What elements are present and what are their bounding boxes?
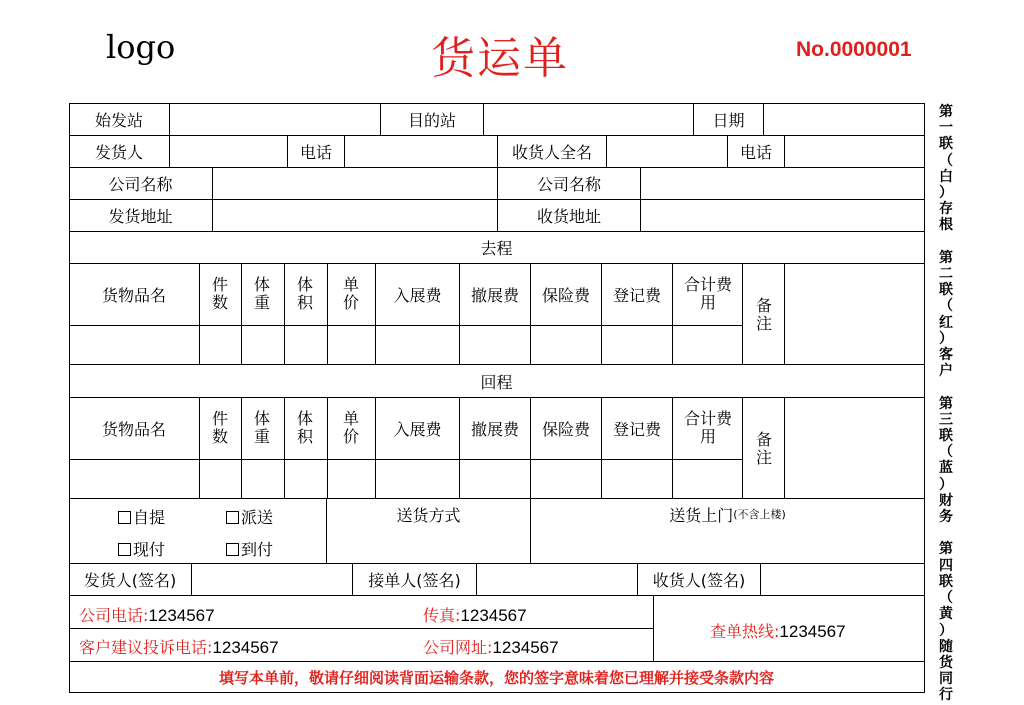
- company-website-value: 1234567: [492, 638, 559, 657]
- side-glyph: （: [939, 152, 953, 169]
- outbound-col-price: 单价: [342, 275, 359, 312]
- side-glyph: 四: [939, 557, 953, 574]
- return-col-volume: 体积: [296, 409, 313, 446]
- label-ship-address: 发货地址: [108, 207, 173, 226]
- return-col-removal: 撤展费: [470, 420, 519, 439]
- ship-address-field[interactable]: [213, 200, 497, 231]
- grid-line: [742, 397, 743, 498]
- label-door-delivery: [531, 503, 924, 525]
- return-col-total: 合计费用: [684, 409, 733, 446]
- grid-line: [69, 595, 924, 596]
- outbound-title: 去程: [480, 239, 513, 258]
- grid-line: [784, 397, 785, 498]
- return-data-row[interactable]: [69, 460, 742, 498]
- option-dispatch[interactable]: [226, 505, 273, 528]
- side-glyph: ）: [939, 330, 953, 347]
- side-glyph: 财: [939, 492, 953, 509]
- label-shipper-sign: 发货人(签名): [83, 571, 177, 590]
- copy-distribution-note: [932, 104, 960, 704]
- side-glyph: 行: [939, 687, 953, 704]
- outbound-col-removal: 撤展费: [470, 286, 519, 305]
- side-glyph: [932, 234, 960, 250]
- option-self-pickup[interactable]: [118, 505, 165, 528]
- grid-line: [784, 263, 785, 364]
- return-col-weight: 体重: [253, 409, 270, 446]
- side-glyph: [932, 379, 960, 395]
- label-phone-2: 电话: [739, 143, 772, 162]
- logo: logo: [106, 28, 176, 66]
- consignee-sign-field[interactable]: [761, 564, 924, 595]
- origin-field[interactable]: [170, 104, 380, 135]
- outbound-col-weight: 体重: [253, 275, 270, 312]
- tracking-hotline: [710, 619, 846, 642]
- recv-address-field[interactable]: [641, 200, 924, 231]
- side-glyph: 第: [939, 104, 953, 120]
- label-recv-address: 收货地址: [536, 207, 601, 226]
- label-origin: 始发站: [94, 111, 143, 130]
- side-glyph: 白: [939, 168, 953, 185]
- return-title: 回程: [480, 373, 513, 392]
- outbound-col-register: 登记费: [612, 286, 661, 305]
- outbound-col-entry: 入展费: [393, 286, 442, 305]
- checkbox-icon: [226, 543, 239, 556]
- option-label: 派送: [241, 508, 274, 527]
- phone-2-field[interactable]: [785, 136, 924, 167]
- side-glyph: 客: [939, 347, 953, 364]
- side-glyph: 第: [939, 249, 953, 266]
- checkbox-icon: [226, 511, 239, 524]
- side-glyph: 随: [939, 638, 953, 655]
- grid-line: [69, 498, 924, 499]
- option-cod[interactable]: [226, 537, 273, 560]
- shipper-sign-field[interactable]: [192, 564, 352, 595]
- outbound-col-goods: 货物品名: [101, 286, 166, 305]
- side-glyph: 存: [939, 201, 953, 218]
- label-consignee-full: 收货人全名: [511, 143, 592, 162]
- return-col-note: 备注: [755, 430, 772, 467]
- outbound-col-note: 备注: [755, 296, 772, 333]
- label-delivery-method: 送货方式: [396, 505, 461, 525]
- door-delivery-text: 送货上门: [669, 505, 734, 525]
- side-glyph: 同: [939, 671, 953, 688]
- return-col-qty: 件数: [211, 409, 228, 446]
- side-glyph: 户: [939, 363, 953, 380]
- side-glyph: 第: [939, 395, 953, 412]
- grid-line: [69, 364, 924, 365]
- checkbox-icon: [118, 511, 131, 524]
- door-delivery-note: (不含上楼): [733, 508, 786, 521]
- side-glyph: [932, 525, 960, 541]
- side-glyph: 联: [939, 428, 953, 445]
- side-glyph: （: [939, 590, 953, 607]
- side-glyph: （: [939, 444, 953, 461]
- return-col-price: 单价: [342, 409, 359, 446]
- side-glyph: 货: [939, 654, 953, 671]
- label-company: 公司名称: [108, 175, 173, 194]
- return-col-goods: 货物品名: [101, 420, 166, 439]
- option-label: 自提: [133, 508, 166, 527]
- side-glyph: ）: [939, 185, 953, 202]
- return-col-entry: 入展费: [393, 420, 442, 439]
- company-2-field[interactable]: [641, 168, 924, 199]
- side-glyph: 联: [939, 282, 953, 299]
- return-col-insurance: 保险费: [541, 420, 590, 439]
- phone-field[interactable]: [345, 136, 497, 167]
- outbound-col-insurance: 保险费: [541, 286, 590, 305]
- label-destination: 目的站: [407, 111, 456, 130]
- company-phone-value: 1234567: [148, 606, 215, 625]
- company-website-label: 公司网址:: [423, 638, 493, 657]
- side-glyph: 三: [939, 411, 953, 428]
- side-glyph: ）: [939, 476, 953, 493]
- outbound-col-qty: 件数: [211, 275, 228, 312]
- side-glyph: 务: [939, 509, 953, 526]
- return-col-register: 登记费: [612, 420, 661, 439]
- option-label: 到付: [241, 540, 274, 559]
- complaint-phone-value: 1234567: [212, 638, 279, 657]
- side-glyph: ）: [939, 622, 953, 639]
- serial-number: No.0000001: [796, 38, 912, 61]
- label-consignee-sign: 收货人(签名): [652, 571, 746, 590]
- company-fax: [423, 603, 527, 626]
- side-glyph: （: [939, 298, 953, 315]
- destination-field[interactable]: [484, 104, 693, 135]
- side-glyph: 联: [939, 136, 953, 153]
- consignee-field[interactable]: [607, 136, 727, 167]
- footer-notice: 填写本单前，敬请仔细阅读背面运输条款，您的签字意味着您已理解并接受条款内容: [218, 668, 774, 687]
- outbound-col-volume: 体积: [296, 275, 313, 312]
- label-receiver-taker-sign: 接单人(签名): [368, 571, 461, 590]
- company-website: [423, 635, 559, 658]
- receiver-taker-sign-field[interactable]: [477, 564, 637, 595]
- company-fax-value: 1234567: [460, 606, 527, 625]
- label-company-2: 公司名称: [536, 175, 601, 194]
- label-phone: 电话: [299, 143, 332, 162]
- company-field[interactable]: [213, 168, 497, 199]
- checkbox-icon: [118, 543, 131, 556]
- date-field[interactable]: [764, 104, 924, 135]
- tracking-hotline-value: 1234567: [779, 622, 846, 641]
- side-glyph: 二: [939, 266, 953, 283]
- grid-line: [69, 628, 653, 629]
- side-glyph: 联: [939, 573, 953, 590]
- grid-line: [653, 595, 654, 661]
- option-cash[interactable]: [118, 537, 165, 560]
- label-date: 日期: [712, 111, 745, 130]
- side-glyph: 黄: [939, 606, 953, 623]
- side-glyph: 蓝: [939, 460, 953, 477]
- outbound-col-total: 合计费用: [684, 275, 733, 312]
- complaint-phone-label: 客户建议投诉电话:: [79, 638, 213, 657]
- complaint-phone: [79, 635, 279, 658]
- label-shipper: 发货人: [94, 143, 143, 162]
- form-title: 货运单: [431, 33, 569, 84]
- side-glyph: 根: [939, 217, 953, 234]
- side-glyph: 一: [939, 120, 953, 137]
- grid-line: [742, 263, 743, 364]
- option-label: 现付: [133, 540, 166, 559]
- side-glyph: 红: [939, 314, 953, 331]
- company-phone: [79, 603, 215, 626]
- company-fax-label: 传真:: [423, 606, 461, 625]
- shipper-field[interactable]: [170, 136, 287, 167]
- company-phone-label: 公司电话:: [79, 606, 149, 625]
- tracking-hotline-label: 查单热线:: [710, 622, 780, 641]
- side-glyph: 第: [939, 541, 953, 558]
- outbound-data-row[interactable]: [69, 326, 742, 364]
